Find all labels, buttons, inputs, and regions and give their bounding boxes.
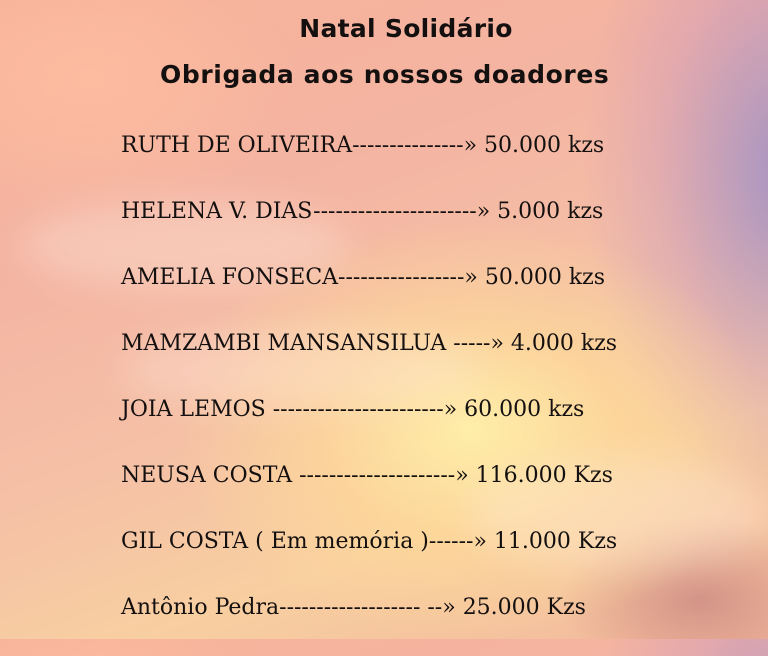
- donor-line: AMELIA FONSECA-----------------» 50.000 kzs: [121, 265, 606, 290]
- donor-line: NEUSA COSTA ---------------------» 116.000 Kzs: [121, 463, 613, 488]
- page-title: Natal Solidário: [299, 14, 513, 43]
- page-subtitle: Obrigada aos nossos doadores: [160, 60, 610, 89]
- donor-line: RUTH DE OLIVEIRA---------------» 50.000 kzs: [121, 133, 605, 158]
- donor-list: [121, 128, 617, 656]
- donor-line: Antônio Pedra------------------- --» 25.000 Kzs: [121, 595, 586, 620]
- donor-line: GIL COSTA ( Em memória )------» 11.000 Kzs: [121, 529, 618, 554]
- donor-line: MAMZAMBI MANSANSILUA -----» 4.000 kzs: [121, 331, 618, 356]
- donor-line: JOIA LEMOS -----------------------» 60.000 kzs: [121, 397, 585, 422]
- donor-line: HELENA V. DIAS----------------------» 5.000 kzs: [121, 199, 604, 224]
